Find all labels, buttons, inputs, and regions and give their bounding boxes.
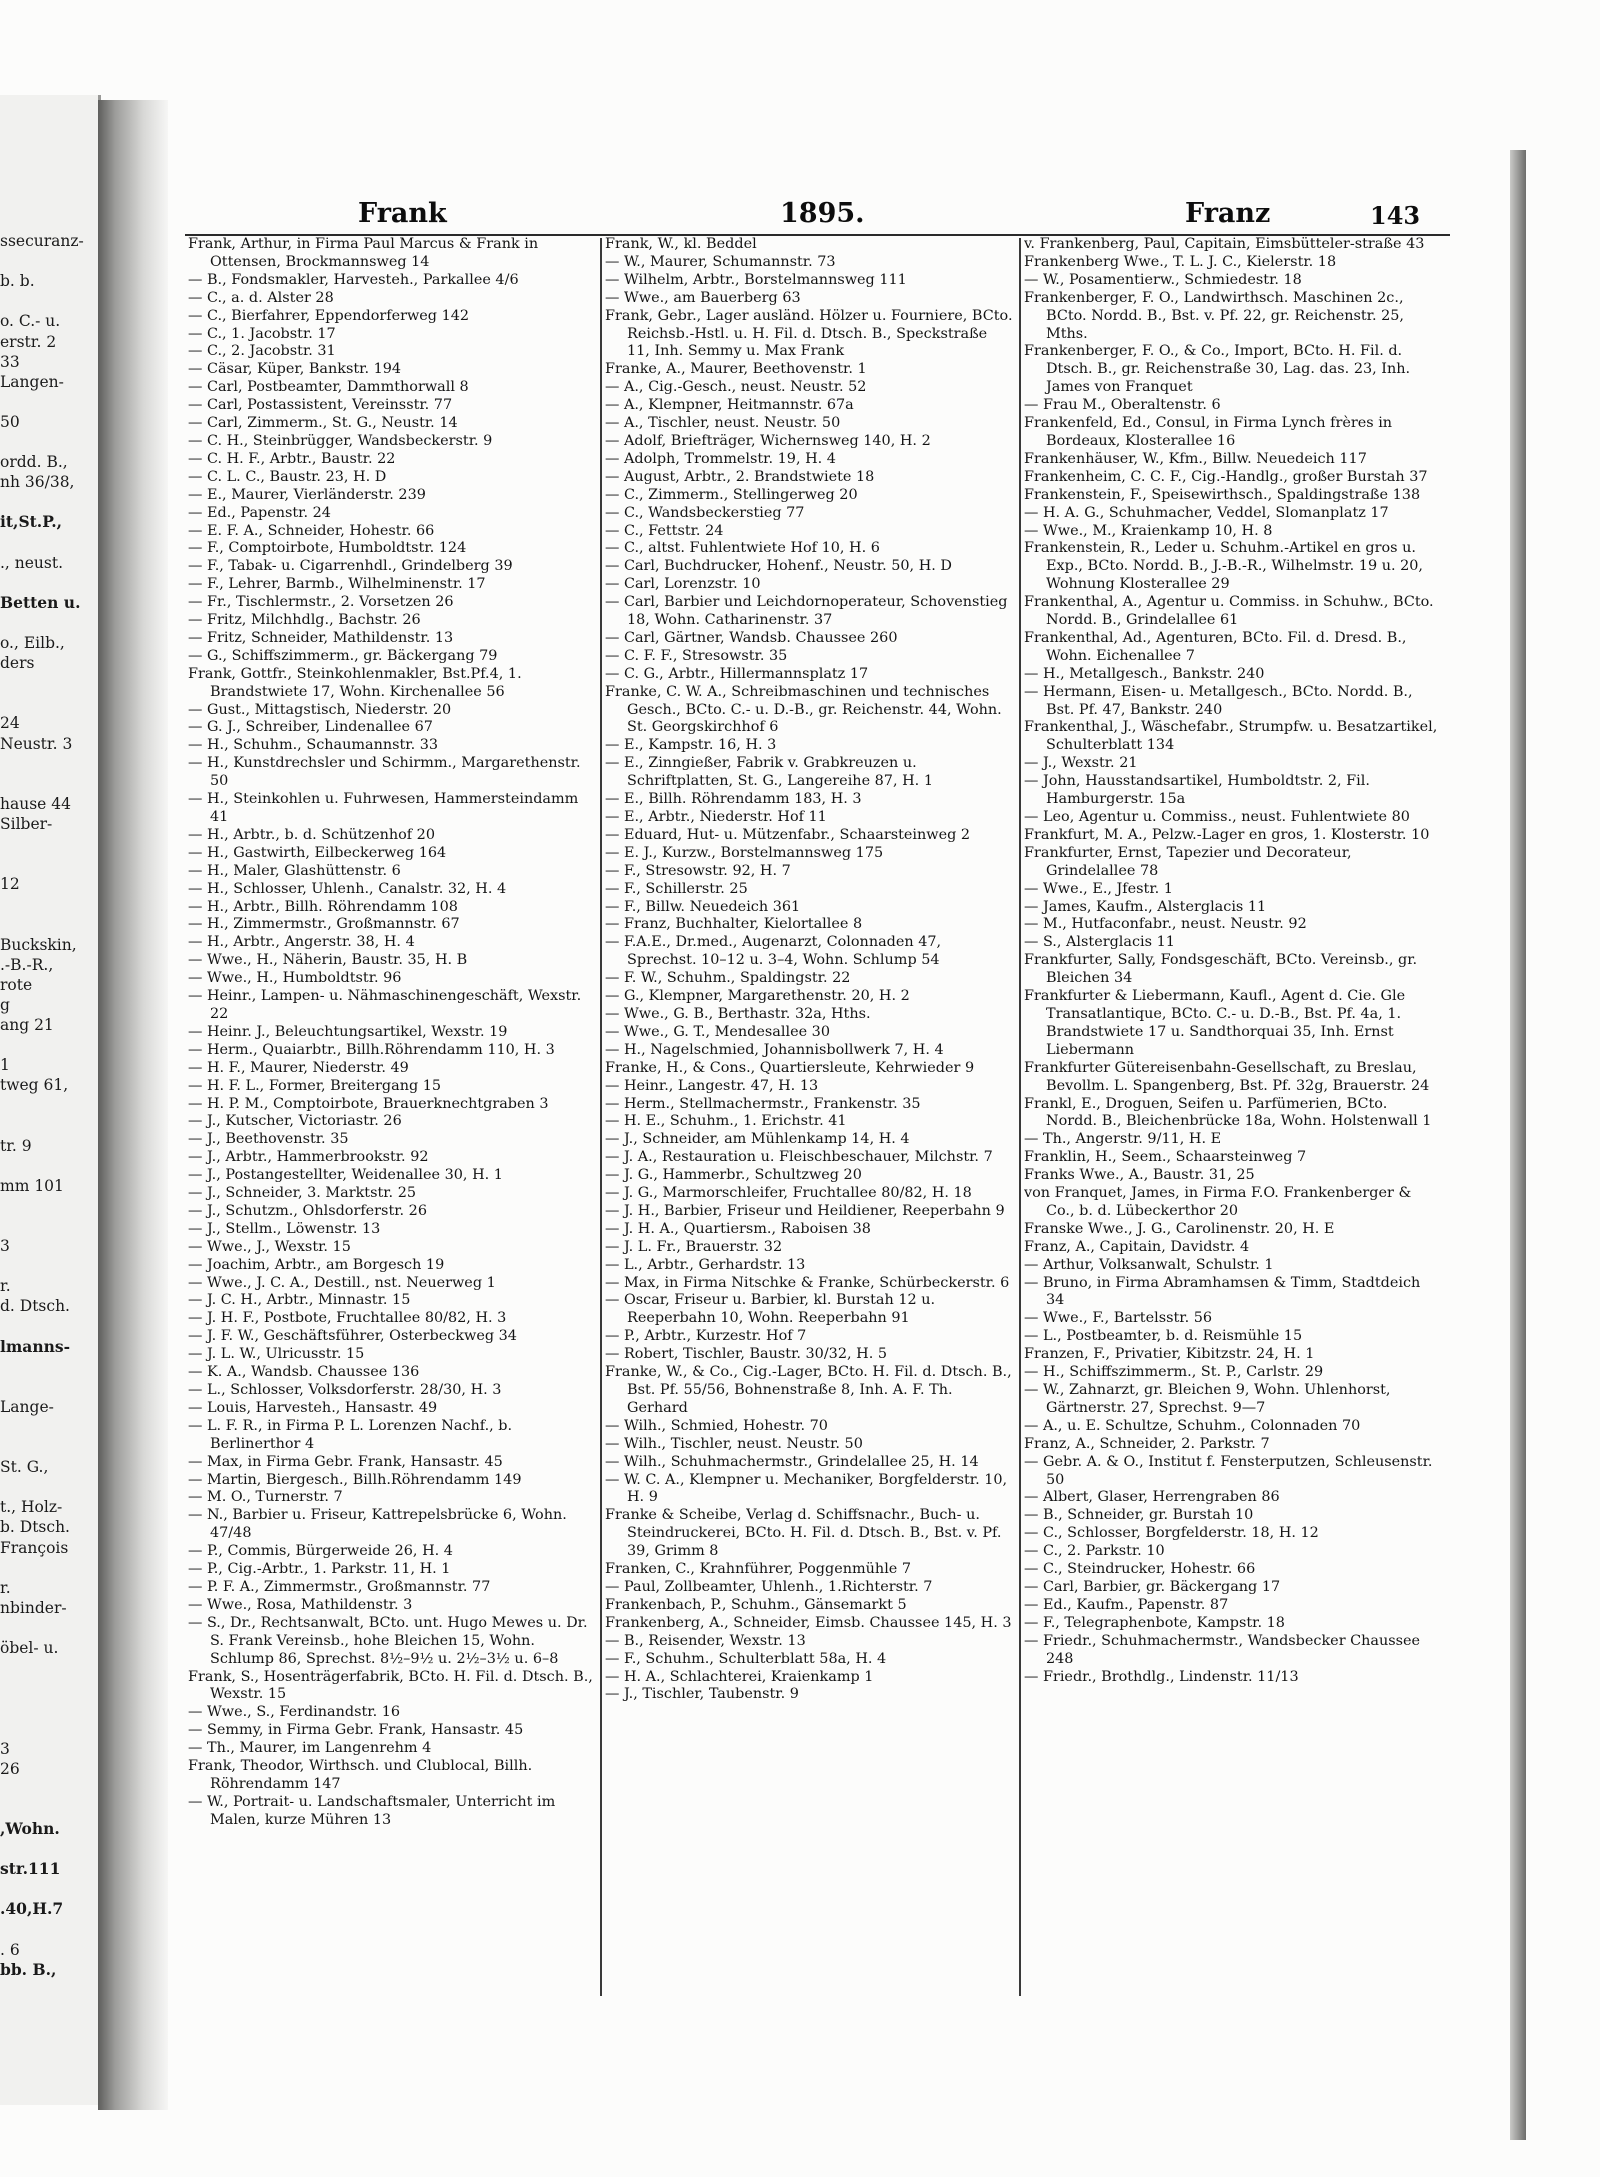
directory-entry: — Heinr. J., Beleuchtungsartikel, Wexstr. 19 bbox=[188, 1023, 508, 1040]
directory-entry: — J. H. A., Quartiersm., Raboisen 38 bbox=[605, 1220, 871, 1237]
running-head-left: Frank bbox=[358, 198, 447, 229]
directory-entry: — Carl, Gärtner, Wandsb. Chaussee 260 bbox=[605, 629, 898, 646]
directory-entry: — J. F. W., Geschäftsführer, Osterbeckweg 34 bbox=[188, 1328, 517, 1345]
directory-entry: — H., Nagelschmied, Johannisbollwerk 7, H. 4 bbox=[605, 1041, 944, 1058]
directory-entry: — Carl, Zimmerm., St. G., Neustr. 14 bbox=[188, 415, 458, 432]
directory-entry: — Adolf, Briefträger, Wichernsweg 140, H. 2 bbox=[605, 432, 931, 449]
directory-entry: — F., Schuhm., Schulterblatt 58a, H. 4 bbox=[605, 1650, 887, 1667]
facing-page-fragment: ang 21 bbox=[0, 1015, 54, 1034]
directory-entry: — Fritz, Milchhdlg., Bachstr. 26 bbox=[188, 612, 421, 629]
directory-entry: v. Frankenberg, Paul, Capitain, Eimsbütteler-straße 43 bbox=[1024, 236, 1425, 252]
facing-page-fragment: r. bbox=[0, 1277, 11, 1296]
directory-entry: — C., Schlosser, Borgfelderstr. 18, H. 12 bbox=[1024, 1525, 1319, 1542]
directory-entry: von Franquet, James, in Firma F.O. Frankenberger & Co., b. d. Lübeckerthor 20 bbox=[1024, 1185, 1412, 1219]
directory-entry: — J., Schneider, am Mühlenkamp 14, H. 4 bbox=[605, 1131, 910, 1148]
directory-entry: Frankenthal, A., Agentur u. Commiss. in Schuhw., BCto. Nordd. B., Grindelallee 61 bbox=[1024, 594, 1434, 629]
running-head-right: Franz bbox=[1185, 198, 1271, 229]
directory-entry: — B., Fondsmakler, Harvesteh., Parkallee 4/6 bbox=[188, 271, 519, 288]
directory-entry: Frank, Theodor, Wirthsch. und Clublocal, Billh. Röhrendamm 147 bbox=[188, 1758, 533, 1792]
directory-entry: — E. J., Kurzw., Borstelmannsweg 175 bbox=[605, 844, 884, 861]
directory-entry: Franke, C. W. A., Schreibmaschinen und technisches Gesch., BCto. C.- u. D.-B., gr. Reichenstr. 44, Wohn. St. Georgskirchhof 6 bbox=[605, 683, 1002, 736]
directory-entry: — F., Telegraphenbote, Kampstr. 18 bbox=[1024, 1614, 1285, 1631]
directory-entry: — H. F. L., Former, Breitergang 15 bbox=[188, 1077, 442, 1094]
directory-column-2 bbox=[605, 236, 1014, 1998]
directory-entry: Frank, Gottfr., Steinkohlenmakler, Bst.Pf.4, 1. Brandstwiete 17, Wohn. Kirchenallee 56 bbox=[188, 665, 522, 700]
directory-entry: — Max, in Firma Gebr. Frank, Hansastr. 45 bbox=[188, 1453, 503, 1470]
facing-page-fragment: ,Wohn. bbox=[0, 1819, 60, 1838]
directory-entry: — H., Schlosser, Uhlenh., Canalstr. 32, H. 4 bbox=[188, 880, 507, 897]
directory-entry: — Wwe., J. C. A., Destill., nst. Neuerweg 1 bbox=[188, 1274, 496, 1291]
directory-entry: — Paul, Zollbeamter, Uhlenh., 1.Richterstr. 7 bbox=[605, 1578, 933, 1595]
directory-entry: — J., Wexstr. 21 bbox=[1024, 755, 1138, 772]
directory-entry: — J., Stellm., Löwenstr. 13 bbox=[188, 1220, 381, 1237]
directory-entry: Frankl, E., Droguen, Seifen u. Parfümerien, BCto. Nordd. B., Bleichenbrücke 18a, Wohn. Holstenwall 1 bbox=[1024, 1095, 1432, 1130]
directory-entry: Frankenberg Wwe., T. L. J. C., Kielerstr. 18 bbox=[1024, 253, 1337, 270]
directory-entry: — H., Arbtr., Angerstr. 38, H. 4 bbox=[188, 934, 415, 951]
directory-entry: — E., Maurer, Vierländerstr. 239 bbox=[188, 486, 426, 503]
facing-page-fragment: ssecuranz- bbox=[0, 232, 84, 250]
directory-entry: — Th., Angerstr. 9/11, H. E bbox=[1024, 1131, 1222, 1148]
directory-entry: — J. H., Barbier, Friseur und Heildiener, Reeperbahn 9 bbox=[605, 1202, 1005, 1219]
directory-entry: — H., Kunstdrechsler und Schirmm., Margarethenstr. 50 bbox=[188, 755, 581, 790]
directory-entry: — Wwe., J., Wexstr. 15 bbox=[188, 1238, 351, 1255]
directory-entry: — E. F. A., Schneider, Hohestr. 66 bbox=[188, 522, 435, 539]
directory-entry: — Fritz, Schneider, Mathildenstr. 13 bbox=[188, 629, 454, 646]
directory-entry: — Wwe., Rosa, Mathildenstr. 3 bbox=[188, 1596, 413, 1613]
facing-page-fragment: b. Dtsch. bbox=[0, 1518, 70, 1537]
facing-page-fragment: g bbox=[0, 995, 10, 1014]
facing-page-fragment: Betten u. bbox=[0, 593, 81, 612]
directory-entry: — H., Steinkohlen u. Fuhrwesen, Hammersteindamm 41 bbox=[188, 791, 579, 825]
directory-entry: — Heinr., Lampen- u. Nähmaschinengeschäft, Wexstr. 22 bbox=[188, 988, 582, 1022]
directory-entry: — Adolph, Trommelstr. 19, H. 4 bbox=[605, 450, 836, 467]
directory-entry: — H., Gastwirth, Eilbeckerweg 164 bbox=[188, 844, 447, 861]
page-number: 143 bbox=[1370, 201, 1421, 230]
facing-page-fragment: 1 bbox=[0, 1056, 10, 1075]
directory-entry: — W., Posamentierw., Schmiedestr. 18 bbox=[1024, 271, 1302, 288]
column-divider bbox=[1019, 238, 1021, 1996]
directory-entry: — Gust., Mittagstisch, Niederstr. 20 bbox=[188, 701, 452, 718]
directory-entry: — August, Arbtr., 2. Brandstwiete 18 bbox=[605, 468, 875, 485]
directory-entry: — A., Cig.-Gesch., neust. Neustr. 52 bbox=[605, 379, 867, 396]
directory-entry: — J., Schutzm., Ohlsdorferstr. 26 bbox=[188, 1202, 427, 1219]
facing-page-fragment: mm 101 bbox=[0, 1176, 64, 1195]
directory-entry: — E., Kampstr. 16, H. 3 bbox=[605, 737, 777, 754]
directory-entry: — J. G., Hammerbr., Schultzweg 20 bbox=[605, 1167, 862, 1184]
directory-entry: — Gebr. A. & O., Institut f. Fensterputzen, Schleusenstr. 50 bbox=[1024, 1453, 1433, 1488]
directory-entry: Franz, A., Schneider, 2. Parkstr. 7 bbox=[1024, 1435, 1270, 1452]
directory-entry: — H., Arbtr., Billh. Röhrendamm 108 bbox=[188, 898, 458, 915]
facing-page-fragment: bb. B., bbox=[0, 1960, 57, 1979]
directory-entry: — C. G., Arbtr., Hillermannsplatz 17 bbox=[605, 665, 869, 682]
directory-entry: Frankfurter, Sally, Fondsgeschäft, BCto. Vereinsb., gr. Bleichen 34 bbox=[1024, 952, 1418, 987]
directory-entry: — Th., Maurer, im Langenrehm 4 bbox=[188, 1740, 432, 1757]
directory-entry: — P., Arbtr., Kurzestr. Hof 7 bbox=[605, 1328, 807, 1345]
directory-entry: Franke, H., & Cons., Quartiersleute, Kehrwieder 9 bbox=[605, 1059, 975, 1076]
directory-entry: Frankenthal, Ad., Agenturen, BCto. Fil. d. Dresd. B., Wohn. Eichenallee 7 bbox=[1024, 629, 1407, 664]
directory-entry: — Friedr., Brothdlg., Lindenstr. 11/13 bbox=[1024, 1668, 1299, 1685]
directory-entry: Frankfurt, M. A., Pelzw.-Lager en gros, 1. Klosterstr. 10 bbox=[1024, 826, 1430, 843]
directory-entry: Frankenfeld, Ed., Consul, in Firma Lynch frères in Bordeaux, Klosterallee 16 bbox=[1024, 415, 1393, 449]
running-head-year: 1895. bbox=[780, 198, 865, 229]
directory-entry: — K. A., Wandsb. Chaussee 136 bbox=[188, 1364, 420, 1381]
directory-entry: — Heinr., Langestr. 47, H. 13 bbox=[605, 1077, 819, 1094]
directory-entry: — J., Kutscher, Victoriastr. 26 bbox=[188, 1113, 402, 1130]
directory-entry: — H., Schuhm., Schaumannstr. 33 bbox=[188, 737, 439, 754]
directory-entry: Frankenstein, F., Speisewirthsch., Spaldingstraße 138 bbox=[1024, 486, 1421, 503]
facing-page-fragment: t., Holz- bbox=[0, 1498, 63, 1517]
directory-entry: — W. C. A., Klempner u. Mechaniker, Borgfelderstr. 10, H. 9 bbox=[605, 1471, 1008, 1506]
directory-entry: — H., Zimmermstr., Großmannstr. 67 bbox=[188, 916, 460, 933]
directory-entry: — A., u. E. Schultze, Schuhm., Colonnaden 70 bbox=[1024, 1417, 1361, 1434]
directory-entry: — C., Bierfahrer, Eppendorferweg 142 bbox=[188, 307, 470, 324]
facing-page-fragment: ordd. B., bbox=[0, 453, 68, 472]
directory-entry: — W., Maurer, Schumannstr. 73 bbox=[605, 253, 836, 270]
directory-entry: Frankenstein, R., Leder u. Schuhm.-Artikel en gros u. Exp., BCto. Nordd. B., J.-B.-R., Wilhelmstr. 19 u. 20, Wohnung Klosterallee 29 bbox=[1024, 540, 1423, 593]
facing-page-fragment: François bbox=[0, 1538, 69, 1557]
directory-entry: — J., Arbtr., Hammerbrookstr. 92 bbox=[188, 1149, 429, 1166]
directory-entry: — Herm., Stellmachermstr., Frankenstr. 35 bbox=[605, 1095, 921, 1112]
directory-entry: Frankfurter & Liebermann, Kaufl., Agent d. Cie. Gle Transatlantique, BCto. C.- u. D.-B., Bst. Pf. 4a, 1. Brandstwiete 17 u. Sandthorquai 35, Inh. Ernst Liebermann bbox=[1024, 988, 1406, 1058]
facing-page-fragment: Neustr. 3 bbox=[0, 734, 73, 753]
facing-page-fragment: 26 bbox=[0, 1759, 20, 1778]
directory-entry: — James, Kaufm., Alsterglacis 11 bbox=[1024, 898, 1267, 915]
facing-page-fragment: 3 bbox=[0, 1237, 10, 1255]
directory-entry: — F., Lehrer, Barmb., Wilhelminenstr. 17 bbox=[188, 576, 486, 593]
facing-page-fragment: hause 44 bbox=[0, 794, 71, 813]
directory-entry: — F. W., Schuhm., Spaldingstr. 22 bbox=[605, 970, 851, 987]
directory-entry: — H. P. M., Comptoirbote, Brauerknechtgraben 3 bbox=[188, 1095, 549, 1112]
directory-entry: — Friedr., Schuhmachermstr., Wandsbecker Chaussee 248 bbox=[1024, 1632, 1421, 1667]
directory-entry: — C. L. C., Baustr. 23, H. D bbox=[188, 468, 387, 485]
column-divider bbox=[600, 238, 602, 1996]
facing-page-fragment: ., neust. bbox=[0, 553, 64, 572]
directory-entry: — Carl, Barbier, gr. Bäckergang 17 bbox=[1024, 1578, 1281, 1595]
directory-entry: — Carl, Postassistent, Vereinsstr. 77 bbox=[188, 397, 453, 414]
directory-entry: — Wwe., H., Humboldtstr. 96 bbox=[188, 970, 402, 987]
directory-entry: — C. F. F., Stresowstr. 35 bbox=[605, 647, 788, 664]
directory-entry: — H. F., Maurer, Niederstr. 49 bbox=[188, 1059, 409, 1076]
directory-entry: — C. H., Steinbrügger, Wandsbeckerstr. 9 bbox=[188, 432, 493, 449]
directory-entry: Frankenhäuser, W., Kfm., Billw. Neuedeich 117 bbox=[1024, 450, 1367, 467]
directory-entry: — Wwe., G. B., Berthastr. 32a, Hths. bbox=[605, 1005, 871, 1022]
directory-entry: Frank, Arthur, in Firma Paul Marcus & Frank in Ottensen, Brockmannsweg 14 bbox=[188, 236, 539, 270]
directory-entry: — Arthur, Volksanwalt, Schulstr. 1 bbox=[1024, 1256, 1274, 1273]
facing-page-fragment: it,St.P., bbox=[0, 513, 63, 532]
directory-entry: — C., 2. Jacobstr. 31 bbox=[188, 343, 336, 360]
directory-entry: — H., Arbtr., b. d. Schützenhof 20 bbox=[188, 826, 435, 843]
directory-entry: — J. A., Restauration u. Fleischbeschauer, Milchstr. 7 bbox=[605, 1149, 993, 1166]
directory-entry: — B., Schneider, gr. Burstah 10 bbox=[1024, 1507, 1254, 1524]
directory-entry: Frankenberger, F. O., & Co., Import, BCto. H. Fil. d. Dtsch. B., gr. Reichenstraße 30, Lag. das. 23, Inh. James von Franquet bbox=[1024, 343, 1411, 396]
facing-page-fragment: 24 bbox=[0, 714, 20, 733]
directory-entry: — Carl, Barbier und Leichdornoperateur, Schovenstieg 18, Wohn. Catharinenstr. 37 bbox=[605, 594, 1008, 629]
facing-page-fragment: 12 bbox=[0, 875, 20, 894]
directory-entry: Franken, C., Krahnführer, Poggenmühle 7 bbox=[605, 1561, 912, 1578]
directory-entry: Franz, A., Capitain, Davidstr. 4 bbox=[1024, 1238, 1250, 1255]
directory-entry: — Louis, Harvesteh., Hansastr. 49 bbox=[188, 1399, 438, 1416]
directory-entry: Franke, W., & Co., Cig.-Lager, BCto. H. Fil. d. Dtsch. B., Bst. Pf. 55/56, Bohnenstraße 8, Inh. A. F. Th. Gerhard bbox=[605, 1364, 1012, 1416]
directory-entry: — J., Postangestellter, Weidenallee 30, H. 1 bbox=[188, 1167, 503, 1184]
directory-entry: — Wwe., M., Kraienkamp 10, H. 8 bbox=[1024, 522, 1273, 539]
directory-entry: Frankenbach, P., Schuhm., Gänsemarkt 5 bbox=[605, 1596, 907, 1613]
directory-entry: Franke & Scheibe, Verlag d. Schiffsnachr., Buch- u. Steindruckerei, BCto. H. Fil. d. Dtsch. B., Bst. v. Pf. 39, Grimm 8 bbox=[605, 1507, 1002, 1560]
facing-page-fragment: 50 bbox=[0, 412, 20, 431]
directory-entry: Frankenheim, C. C. F., Cig.-Handlg., großer Burstah 37 bbox=[1024, 468, 1428, 485]
directory-entry: — Frau M., Oberaltenstr. 6 bbox=[1024, 397, 1221, 414]
facing-page-fragment: r. bbox=[0, 1578, 11, 1597]
directory-entry: — Max, in Firma Nitschke & Franke, Schürbeckerstr. 6 bbox=[605, 1274, 1010, 1291]
directory-entry: — H. A., Schlachterei, Kraienkamp 1 bbox=[605, 1668, 874, 1685]
directory-entry: — Wilh., Schuhmachermstr., Grindelallee 25, H. 14 bbox=[605, 1453, 979, 1470]
directory-entry: — C., Zimmerm., Stellingerweg 20 bbox=[605, 486, 858, 503]
facing-page-fragment: 3 bbox=[0, 1739, 10, 1758]
directory-entry: — Wwe., am Bauerberg 63 bbox=[605, 289, 801, 306]
directory-entry: — Wilh., Schmied, Hohestr. 70 bbox=[605, 1417, 828, 1434]
facing-page-fragment: str.111 bbox=[0, 1860, 61, 1879]
directory-entry: Frankenthal, J., Wäschefabr., Strumpfw. u. Besatzartikel, Schulterblatt 134 bbox=[1024, 719, 1438, 754]
directory-entry: — S., Dr., Rechtsanwalt, BCto. unt. Hugo Mewes u. Dr. S. Frank Vereinsb., hohe Bleichen 15, Wohn. Schlump 86, Sprechst. 8½–9½ u. 2½–3½ u. 6–8 bbox=[188, 1614, 588, 1667]
directory-entry: — L., Arbtr., Gerhardstr. 13 bbox=[605, 1256, 806, 1273]
directory-entry: — J. L. W., Ulricusstr. 15 bbox=[188, 1346, 365, 1363]
directory-entry: — J., Beethovenstr. 35 bbox=[188, 1131, 349, 1148]
directory-entry: Franklin, H., Seem., Schaarsteinweg 7 bbox=[1024, 1149, 1307, 1166]
directory-entry: — Cäsar, Küper, Bankstr. 194 bbox=[188, 361, 402, 378]
directory-entry: — Wwe., G. T., Mendesallee 30 bbox=[605, 1023, 830, 1040]
directory-entry: — C., Steindrucker, Hohestr. 66 bbox=[1024, 1561, 1256, 1578]
facing-page-fragment: ders bbox=[0, 654, 35, 673]
directory-entry: — Joachim, Arbtr., am Borgesch 19 bbox=[188, 1256, 445, 1273]
directory-entry: — L. F. R., in Firma P. L. Lorenzen Nachf., b. Berlinerthor 4 bbox=[188, 1417, 513, 1452]
directory-entry: — C., Wandsbeckerstieg 77 bbox=[605, 504, 805, 521]
directory-entry: — F., Comptoirbote, Humboldtstr. 124 bbox=[188, 540, 467, 557]
directory-entry: — Oscar, Friseur u. Barbier, kl. Burstah 12 u. Reeperbahn 10, Wohn. Reeperbahn 91 bbox=[605, 1292, 936, 1327]
directory-entry: — J. G., Marmorschleifer, Fruchtallee 80/82, H. 18 bbox=[605, 1185, 972, 1202]
directory-entry: — W., Portrait- u. Landschaftsmaler, Unterricht im Malen, kurze Mühren 13 bbox=[188, 1793, 556, 1828]
directory-entry: Franke, A., Maurer, Beethovenstr. 1 bbox=[605, 361, 867, 378]
directory-entry: — A., Klempner, Heitmannstr. 67a bbox=[605, 397, 854, 414]
directory-entry: — L., Postbeamter, b. d. Reismühle 15 bbox=[1024, 1328, 1303, 1345]
facing-page-fragment: tr. 9 bbox=[0, 1136, 32, 1155]
directory-entry: — Franz, Buchhalter, Kielortallee 8 bbox=[605, 916, 863, 933]
directory-entry: — N., Barbier u. Friseur, Kattrepelsbrücke 6, Wohn. 47/48 bbox=[188, 1507, 567, 1542]
directory-entry: — P., Commis, Bürgerweide 26, H. 4 bbox=[188, 1543, 453, 1560]
directory-entry: Franzen, F., Privatier, Kibitzstr. 24, H. 1 bbox=[1024, 1346, 1315, 1363]
directory-entry: — Semmy, in Firma Gebr. Frank, Hansastr. 45 bbox=[188, 1722, 524, 1739]
facing-page-fragment: nh 36/38, bbox=[0, 473, 75, 492]
directory-entry: — H., Maler, Glashüttenstr. 6 bbox=[188, 862, 401, 879]
directory-entry: — W., Zahnarzt, gr. Bleichen 9, Wohn. Uhlenhorst, Gärtnerstr. 27, Sprechst. 9—7 bbox=[1024, 1382, 1391, 1416]
facing-page-fragment: Langen- bbox=[0, 372, 64, 391]
directory-column-3 bbox=[1024, 236, 1442, 1998]
facing-page-fragment: .40,H.7 bbox=[0, 1900, 64, 1919]
directory-entry: — J., Tischler, Taubenstr. 9 bbox=[605, 1686, 799, 1703]
facing-page-fragment: 33 bbox=[0, 352, 20, 371]
directory-entry: — B., Reisender, Wexstr. 13 bbox=[605, 1632, 806, 1649]
directory-entry: — J. H. F., Postbote, Fruchtallee 80/82, H. 3 bbox=[188, 1310, 507, 1327]
directory-entry: — S., Alsterglacis 11 bbox=[1024, 934, 1175, 951]
directory-entry: — H., Metallgesch., Bankstr. 240 bbox=[1024, 665, 1265, 682]
directory-entry: — C. H. F., Arbtr., Baustr. 22 bbox=[188, 450, 396, 467]
facing-page-fragment: .-B.-R., bbox=[0, 955, 54, 974]
facing-page-fragment: nbinder- bbox=[0, 1598, 67, 1617]
directory-entry: — H. E., Schuhm., 1. Erichstr. 41 bbox=[605, 1113, 847, 1130]
book-gutter bbox=[98, 100, 168, 2110]
directory-entry: — H., Schiffszimmerm., St. P., Carlstr. 29 bbox=[1024, 1364, 1324, 1381]
directory-entry: — G. J., Schreiber, Lindenallee 67 bbox=[188, 719, 433, 736]
directory-entry: Frank, S., Hosenträgerfabrik, BCto. H. Fil. d. Dtsch. B., Wexstr. 15 bbox=[188, 1668, 593, 1703]
facing-page-fragment: . 6 bbox=[0, 1940, 20, 1959]
directory-entry: — Carl, Buchdrucker, Hohenf., Neustr. 50, H. D bbox=[605, 558, 952, 575]
facing-page-fragment: d. Dtsch. bbox=[0, 1297, 70, 1316]
directory-entry: — M. O., Turnerstr. 7 bbox=[188, 1489, 343, 1506]
directory-entry: Frankenberg, A., Schneider, Eimsb. Chaussee 145, H. 3 bbox=[605, 1614, 1012, 1631]
facing-page-fragment: Silber- bbox=[0, 814, 53, 833]
directory-entry: — C., 1. Jacobstr. 17 bbox=[188, 325, 336, 342]
directory-entry: — F., Billw. Neuedeich 361 bbox=[605, 898, 801, 915]
page-edge bbox=[1510, 150, 1526, 2140]
directory-entry: — Robert, Tischler, Baustr. 30/32, H. 5 bbox=[605, 1346, 887, 1363]
directory-entry: — Carl, Postbeamter, Dammthorwall 8 bbox=[188, 379, 469, 396]
directory-entry: — M., Hutfaconfabr., neust. Neustr. 92 bbox=[1024, 916, 1307, 933]
facing-page-fragment: b. b. bbox=[0, 272, 35, 291]
facing-page-fragment: o., Eilb., bbox=[0, 634, 65, 652]
directory-column-1 bbox=[188, 236, 596, 1998]
directory-entry: — F., Stresowstr. 92, H. 7 bbox=[605, 862, 791, 879]
facing-page-fragment: öbel- u. bbox=[0, 1639, 59, 1657]
directory-entry: — Wwe., E., Jfestr. 1 bbox=[1024, 880, 1173, 897]
facing-page-fragment: erstr. 2 bbox=[0, 332, 57, 351]
directory-entry: Franske Wwe., J. G., Carolinenstr. 20, H. E bbox=[1024, 1220, 1335, 1237]
directory-entry: — J. L. Fr., Brauerstr. 32 bbox=[605, 1238, 783, 1255]
directory-entry: — G., Schiffszimmerm., gr. Bäckergang 79 bbox=[188, 647, 498, 664]
directory-entry: — Herm., Quaiarbtr., Billh.Röhrendamm 110, H. 3 bbox=[188, 1041, 555, 1058]
directory-entry: — Wwe., H., Näherin, Baustr. 35, H. B bbox=[188, 952, 468, 969]
directory-entry: — Hermann, Eisen- u. Metallgesch., BCto. Nordd. B., Bst. Pf. 47, Bankstr. 240 bbox=[1024, 683, 1413, 718]
directory-entry: — John, Hausstandsartikel, Humboldtstr. 2, Fil. Hamburgerstr. 15a bbox=[1024, 773, 1370, 808]
facing-page-fragment: lmanns- bbox=[0, 1337, 71, 1356]
directory-entry: Frank, Gebr., Lager ausländ. Hölzer u. Fourniere, BCto. Reichsb.-Hstl. u. H. Fil. d. Dtsch. B., Speckstraße 11, Inh. Semmy u. Max Frank bbox=[605, 307, 1013, 360]
facing-page-fragment: St. G., bbox=[0, 1458, 49, 1477]
directory-entry: — P. F. A., Zimmermstr., Großmannstr. 77 bbox=[188, 1578, 491, 1595]
directory-entry: — Fr., Tischlermstr., 2. Vorsetzen 26 bbox=[188, 594, 454, 611]
directory-entry: — Bruno, in Firma Abramhamsen & Timm, Stadtdeich 34 bbox=[1024, 1274, 1421, 1309]
directory-entry: Franks Wwe., A., Baustr. 31, 25 bbox=[1024, 1167, 1255, 1184]
directory-entry: — Wilh., Tischler, neust. Neustr. 50 bbox=[605, 1435, 863, 1452]
directory-entry: — C., 2. Parkstr. 10 bbox=[1024, 1543, 1165, 1560]
directory-entry: — Wilhelm, Arbtr., Borstelmannsweg 111 bbox=[605, 271, 907, 288]
directory-entry: — Carl, Lorenzstr. 10 bbox=[605, 576, 761, 593]
directory-entry: — C., altst. Fuhlentwiete Hof 10, H. 6 bbox=[605, 540, 880, 557]
facing-page-fragment: Lange- bbox=[0, 1397, 54, 1416]
directory-entry: — Ed., Kaufm., Papenstr. 87 bbox=[1024, 1596, 1229, 1613]
directory-entry: Frank, W., kl. Beddel bbox=[605, 236, 757, 252]
directory-entry: — Albert, Glaser, Herrengraben 86 bbox=[1024, 1489, 1280, 1506]
facing-page-strip bbox=[0, 95, 101, 2105]
facing-page-fragment: o. C.- u. bbox=[0, 312, 61, 331]
directory-entry: — F.A.E., Dr.med., Augenarzt, Colonnaden 47, Sprechst. 10–12 u. 3–4, Wohn. Schlump 54 bbox=[605, 934, 942, 969]
directory-entry: — F., Schillerstr. 25 bbox=[605, 880, 748, 897]
facing-page-fragment: rote bbox=[0, 975, 33, 994]
directory-entry: — Wwe., S., Ferdinandstr. 16 bbox=[188, 1704, 401, 1721]
directory-entry: — L., Schlosser, Volksdorferstr. 28/30, H. 3 bbox=[188, 1382, 502, 1398]
directory-entry: — Ed., Papenstr. 24 bbox=[188, 504, 331, 521]
facing-page-fragment: tweg 61, bbox=[0, 1076, 69, 1095]
directory-entry: — H. A. G., Schuhmacher, Veddel, Slomanplatz 17 bbox=[1024, 504, 1389, 521]
directory-entry: — F., Tabak- u. Cigarrenhdl., Grindelberg 39 bbox=[188, 558, 513, 575]
directory-entry: — J. C. H., Arbtr., Minnastr. 15 bbox=[188, 1292, 411, 1309]
directory-entry: — J., Schneider, 3. Marktstr. 25 bbox=[188, 1185, 417, 1202]
directory-entry: Frankenberger, F. O., Landwirthsch. Maschinen 2c., BCto. Nordd. B., Bst. v. Pf. 22, gr. Reichenstr. 25, Mths. bbox=[1024, 289, 1404, 342]
directory-entry: — A., Tischler, neust. Neustr. 50 bbox=[605, 415, 841, 432]
directory-entry: — Eduard, Hut- u. Mützenfabr., Schaarsteinweg 2 bbox=[605, 826, 971, 843]
directory-entry: — C., a. d. Alster 28 bbox=[188, 289, 334, 306]
facing-page-fragment: Buckskin, bbox=[0, 935, 77, 954]
directory-entry: — E., Arbtr., Niederstr. Hof 11 bbox=[605, 809, 827, 825]
directory-entry: Frankfurter Gütereisenbahn-Gesellschaft, zu Breslau, Bevollm. L. Spangenberg, Bst. Pf. 32g, Brauerstr. 24 bbox=[1024, 1059, 1430, 1094]
directory-entry: — C., Fettstr. 24 bbox=[605, 522, 724, 539]
directory-entry: Frankfurter, Ernst, Tapezier und Decorateur, Grindelallee 78 bbox=[1024, 844, 1352, 879]
directory-entry: — Martin, Biergesch., Billh.Röhrendamm 149 bbox=[188, 1471, 522, 1488]
directory-entry: — E., Zinngießer, Fabrik v. Grabkreuzen u. Schriftplatten, St. G., Langereihe 87, H. 1 bbox=[605, 755, 933, 790]
directory-entry: — E., Billh. Röhrendamm 183, H. 3 bbox=[605, 791, 862, 808]
directory-entry: — Wwe., F., Bartelsstr. 56 bbox=[1024, 1310, 1213, 1327]
directory-entry: — P., Cig.-Arbtr., 1. Parkstr. 11, H. 1 bbox=[188, 1561, 451, 1578]
directory-entry: — G., Klempner, Margarethenstr. 20, H. 2 bbox=[605, 988, 910, 1005]
directory-entry: — Leo, Agentur u. Commiss., neust. Fuhlentwiete 80 bbox=[1024, 809, 1410, 825]
